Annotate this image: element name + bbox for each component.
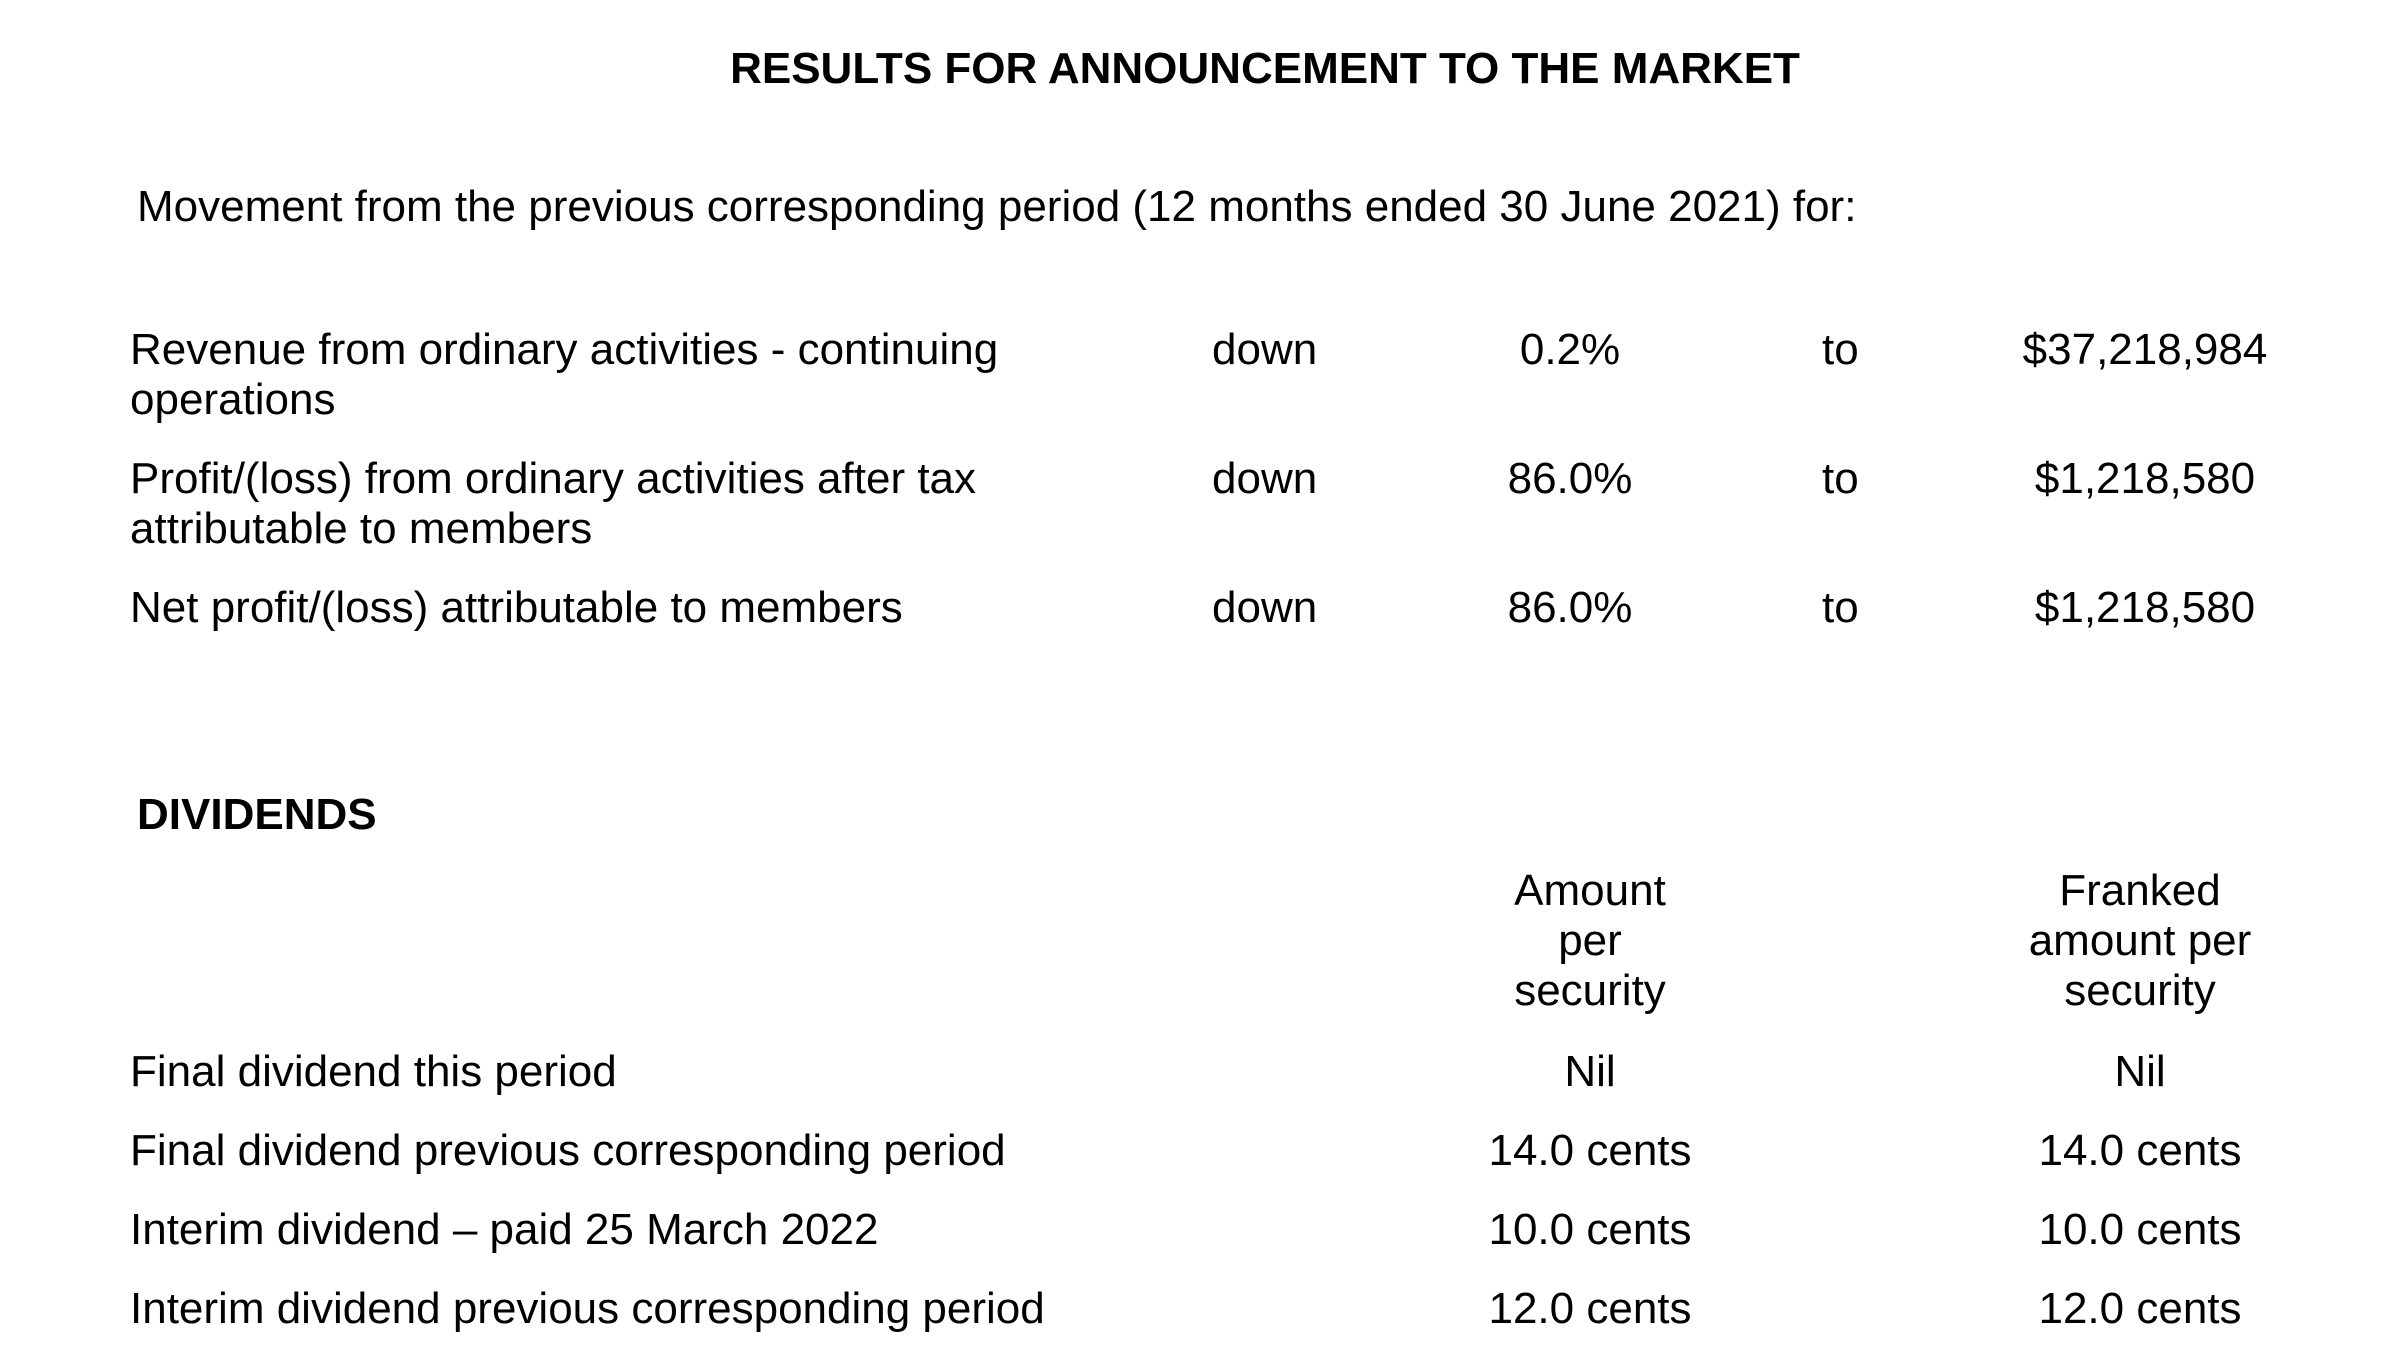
dividend-amount: Nil [1564,1047,1616,1096]
column-header-line: Amount [1514,866,1666,915]
results-to: to [1822,583,1859,632]
results-direction: down [1212,325,1318,374]
dividend-amount: 14.0 cents [1488,1126,1692,1175]
movement-intro: Movement from the previous corresponding period (12 months ended 30 June 2021) for: [137,182,1857,231]
results-direction: down [1212,583,1318,632]
results-to: to [1822,325,1859,374]
dividend-franked: 12.0 cents [2038,1284,2242,1333]
dividend-label: Interim dividend – paid 25 March 2022 [130,1205,879,1254]
dividend-franked: 10.0 cents [2038,1205,2242,1254]
results-direction: down [1212,454,1318,503]
dividend-amount: 12.0 cents [1488,1284,1692,1333]
dividend-franked: Nil [2114,1047,2166,1096]
dividend-franked: 14.0 cents [2038,1126,2242,1175]
column-header-line: security [2064,966,2216,1015]
dividend-amount: 10.0 cents [1488,1205,1692,1254]
results-percent: 86.0% [1507,583,1633,632]
results-amount: $1,218,580 [2034,454,2256,503]
results-to: to [1822,454,1859,503]
column-header-line: per [1558,916,1622,965]
results-label: Revenue from ordinary activities - continuing operations [130,325,999,424]
column-header-franked [1990,866,2290,1016]
results-label: Net profit/(loss) attributable to members [130,583,903,632]
dividend-label: Final dividend this period [130,1047,617,1096]
results-amount: $37,218,984 [2022,325,2268,374]
results-label: Profit/(loss) from ordinary activities after tax attributable to members [130,454,977,553]
dividend-label: Interim dividend previous corresponding period [130,1284,1045,1333]
column-header-line: Franked [2059,866,2221,915]
results-amount: $1,218,580 [2034,583,2256,632]
page-title: RESULTS FOR ANNOUNCEMENT TO THE MARKET [730,44,1800,93]
dividend-label: Final dividend previous corresponding period [130,1126,1006,1175]
column-header-amount [1440,866,1740,1016]
dividends-heading: DIVIDENDS [137,790,377,839]
results-percent: 86.0% [1507,454,1633,503]
results-percent: 0.2% [1519,325,1621,374]
column-header-line: amount per [2028,916,2252,965]
column-header-line: security [1514,966,1666,1015]
